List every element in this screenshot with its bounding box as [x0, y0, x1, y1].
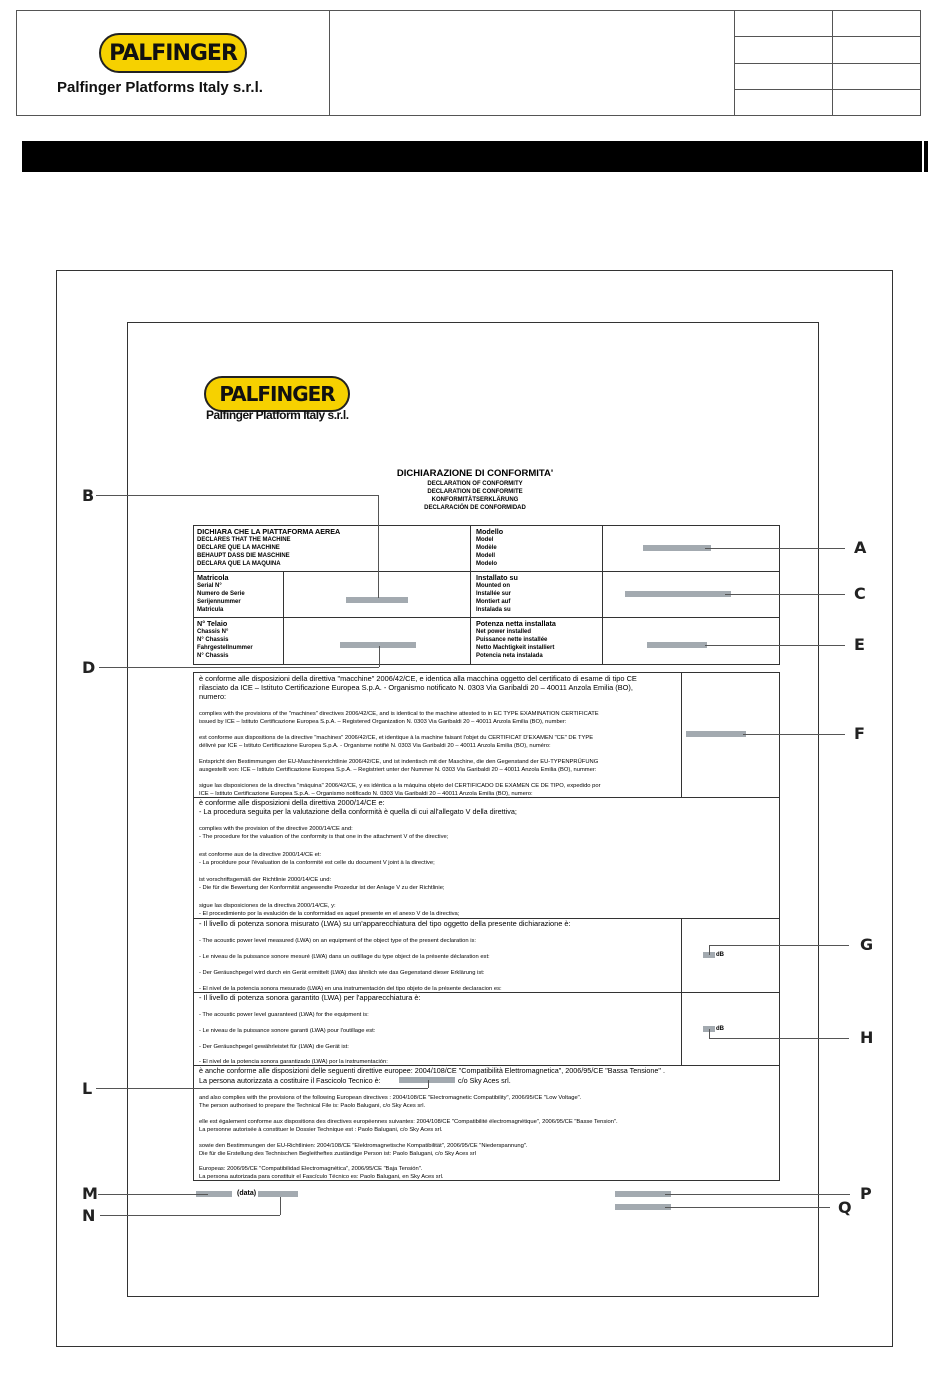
guaranteed-level-fr: - Le niveau de la puissance sonore garanti (LWA) pour l'outillage est: [199, 1028, 376, 1034]
date-label: (data) [237, 1190, 257, 1197]
mounted-label-translation: Mounted on [476, 583, 510, 589]
machine-directive-it: è conforme alle disposizioni della direttiva "macchine" 2006/42/CE, e identica alla macchina oggetto del certificato di esame di tipo CE [199, 674, 637, 683]
technical-file-person-it: La persona autorizzata a costituire il Fascicolo Tecnico è: [199, 1076, 381, 1085]
callout-a: A [854, 538, 867, 557]
machine-directive-fr: est conforme aux dispositions de la directive "machines" 2006/42/CE, et identique à la machine faisant l'objet du CERTIFICAT D'EXAMEN "CE" DE TYPE [199, 735, 594, 741]
mounted-label: Installato su [476, 573, 518, 582]
machine-label: DICHIARA CHE LA PIATTAFORMA AEREA [197, 527, 341, 536]
document-logo-text: PALFINGER [219, 382, 335, 406]
guaranteed-level-en: - The acoustic power level guaranteed (LWA) for the equipment is: [199, 1012, 369, 1018]
chassis-label-translation: Chassis N° [197, 629, 229, 635]
palfinger-logo-text: PALFINGER [109, 40, 237, 66]
mounted-label-translation: Instalada su [476, 607, 511, 613]
noise-directive-en: complies with the provision of the directive 2000/14/CE and: [199, 826, 353, 832]
serial-label-translation: Matricula [197, 607, 224, 613]
eu-directives-es: Europeas: 2006/95/CE "Compatibilidad Electromagnética", 2006/95/CE "Baja Tensión". [199, 1166, 423, 1172]
certificate-number-field [686, 731, 746, 737]
machine-directive-es: sigue las disposiciones de la directiva "máquina" 2006/42/CE, y es idéntica a la máquina objeto del CERTIFICADO DE EXAMEN CE DE TIPO, expedido por [199, 783, 601, 789]
eu-directives-en: and also complies with the provisions of the following European directives : 2004/108/CE "Electromagnetic Compatibility", 2006/95/CE "Low Voltage". [199, 1095, 582, 1101]
callout-d: D [82, 658, 96, 677]
header-logo-cell [17, 11, 330, 115]
model-label-translation: Modelo [476, 561, 497, 567]
title-translation: DECLARATION OF CONFORMITY [427, 481, 523, 487]
callout-l: L [82, 1079, 93, 1098]
chassis-label-translation: Fahrgestellnummer [197, 645, 253, 651]
measured-db-unit: dB [716, 952, 724, 958]
noise-directive-de: ist vorschriftsgemäß der Richtlinie 2000/14/CE und: [199, 877, 332, 883]
technical-file-person-en: The person authorised to prepare the Technical File is: Paolo Balugani, c/o Sky Aces srl. [199, 1103, 426, 1109]
palfinger-logo [99, 33, 247, 73]
chassis-field [340, 642, 416, 648]
machine-directive-de: Entspricht den Bestimmungen der EU-Maschinenrichtlinie 2006/42/CE, und ist indentisch mit der Maschine, die den Gegenstand der EU-TYPENPRÜFUNG [199, 759, 599, 765]
machine-directive-de: ausgestellt von: ICE – Istituto Certificazione Europea S.p.A. – Registriert unter der Nummer N. 0303 Via Garibaldi 20 – 40011 Anzola Emilia (BO), nummer: [199, 767, 597, 773]
noise-directive-fr: - La procédure pour l'évaluation de la conformité est celle du document V joint à la directive; [199, 860, 435, 866]
header-company-name: Palfinger Platforms Italy s.r.l. [57, 79, 263, 96]
model-label: Modello [476, 527, 504, 536]
noise-directive-it: - La procedura seguita per la valutazione della conformità è quella di cui all'allegato V della direttiva; [199, 807, 517, 816]
machine-label-translation: DECLARES THAT THE MACHINE [197, 537, 291, 543]
serial-label-translation: Serial N° [197, 583, 222, 589]
power-label-translation: Potencia neta instalada [476, 653, 543, 659]
callout-e: E [854, 635, 865, 654]
machine-directive-fr: délivré par ICE – Istituto Certificazione Europea S.p.A. - Organisme notifié N. 0303 Via Garibaldi 20 – 40011 Anzola Emilia (BO), numéro: [199, 743, 551, 749]
power-label-translation: Puissance nette installée [476, 637, 548, 643]
guaranteed-level-de: - Der Geräuschpegel gewährleistet für (LWA) die Gerät ist: [199, 1044, 349, 1050]
callout-h: H [860, 1028, 874, 1047]
guaranteed-level-it: - Il livello di potenza sonora garantito (LWA) per l'apparecchiatura è: [199, 993, 421, 1002]
power-field [647, 642, 707, 648]
callout-g: G [860, 935, 874, 954]
technical-file-person-fr: La personne autorisée à constituer le Dossier Technique est : Paolo Balugani, c/o Sky Aces srl. [199, 1127, 443, 1133]
machine-directive-it: rilasciato da ICE – Istituto Certificazione Europea S.p.A. - Organismo notificato N. 0303 Via Garibaldi 20 – 40011 Anzola Emilia (BO), [199, 683, 633, 692]
callout-q: Q [838, 1198, 852, 1217]
power-label-translation: Netto Machtigkeit installiert [476, 645, 555, 651]
model-label-translation: Modèle [476, 545, 497, 551]
chassis-label-translation: N° Chassis [197, 653, 229, 659]
machine-directive-en: issued by ICE – Istituto Certificazione Europea S.p.A. – Registered Organization N. 0303 Via Garibaldi 20 – 40011 Anzola Emilia (BO), number: [199, 719, 567, 725]
machine-label-translation: DECLARA QUE LA MAQUINA [197, 561, 281, 567]
power-label-translation: Net power installed [476, 629, 532, 635]
header-middle-cell [329, 11, 735, 115]
guaranteed-db-unit: dB [716, 1026, 724, 1032]
chassis-label-translation: N° Chassis [197, 637, 229, 643]
serial-label-translation: Numero de Serie [197, 591, 245, 597]
eu-directives-fr: elle est également conforme aux dispositions des directives européennes suivantes: 2004/108/CE "Compatibilité électromagnétique", 2006/95/CE "Basse Tension". [199, 1119, 618, 1125]
noise-directive-es: sigue las disposiciones de la directiva 2000/14/CE, y: [199, 903, 336, 909]
model-label-translation: Modell [476, 553, 495, 559]
measured-level-it: - Il livello di potenza sonora misurato (LWA) su un'apparecchiatura del tipo oggetto della presente dichiarazione è: [199, 919, 571, 928]
callout-m: M [82, 1184, 98, 1203]
chassis-label: N° Telaio [197, 619, 228, 628]
callout-n: N [82, 1206, 96, 1225]
noise-directive-de: - Die für die Bewertung der Konformität angewendte Prozedur ist der Anlage V zu der Richtlinie; [199, 885, 445, 891]
technical-file-person-field [399, 1077, 455, 1083]
signatory-name-field [615, 1191, 671, 1197]
technical-file-person-es: La persona autorizada para constituir el Fascículo Técnico es: Paolo Balugani, en Sky Aces srl. [199, 1174, 444, 1180]
callout-f: F [854, 724, 865, 743]
signatory-role-field [615, 1204, 671, 1210]
machine-directive-en: complies with the provisions of the "machines" directives 2006/42/CE, and is identical to the machine attested to in EC TYPE EXAMINATION CERTIFICATE [199, 711, 599, 717]
technical-file-person-de: Die für die Erstellung des Technischen Begleitheftes zuständige Person ist: Paolo Balugani, c/o Sky Aces srl [199, 1151, 477, 1157]
serial-field [346, 597, 408, 603]
measured-level-fr: - Le niveau de la puissance sonore mesuré (LWA) dans un outillage du type object de la présente déclaration est: [199, 954, 490, 960]
document-company-name: Palfinger Platform Italy s.r.l. [206, 408, 349, 422]
serial-label: Matricola [197, 573, 229, 582]
document-palfinger-logo [204, 376, 350, 412]
noise-directive-fr: est conforme aux de la directive 2000/14/CE et: [199, 852, 322, 858]
callout-b: B [82, 486, 95, 505]
mounted-on-field [625, 591, 731, 597]
callout-p: P [860, 1184, 872, 1203]
mounted-label-translation: Installée sur [476, 591, 512, 597]
measured-level-de: - Der Geräuschpegel wird durch ein Gerät ermittelt (LWA) das ähnlich wie das Gegenstand dieser Erklärung ist: [199, 970, 485, 976]
header-grid [734, 11, 920, 115]
machine-label-translation: BEHAUPT DASS DIE MASCHINE [197, 553, 290, 559]
section-title-bar [22, 141, 928, 172]
measured-level-es: - El nivel de la potencia sonora mesurado (LWA) en una instrumentación del tipo objeto de la présente declaracion es: [199, 986, 502, 992]
machine-directive-es: ICE – Istituto Certificazione Europea S.p.A. – Organismo notificado N. 0303 Via Garibaldi 20 – 40011 Anzola Emilia (BO), numero: [199, 791, 533, 797]
noise-directive-es: - El procedimiento por la evalución de la conformidad es aquel presente en el anexo V de la directiva; [199, 911, 460, 917]
measured-level-en: - The acoustic power level measured (LWA) on an equipment of the object type of the present declaration is: [199, 938, 477, 944]
callout-c: C [854, 584, 866, 603]
noise-directive-it: è conforme alle disposizioni della direttiva 2000/14/CE e: [199, 798, 385, 807]
date-field [258, 1191, 298, 1197]
eu-directives-de: sowie den Bestimmungen der EU-Richtlinien: 2004/108/CE "Elektromagnetische Kompatibilität", 2006/95/CE "Niederspannung". [199, 1143, 528, 1149]
document-title: DICHIARAZIONE DI CONFORMITA' [396, 468, 554, 479]
serial-label-translation: Serijennummer [197, 599, 241, 605]
noise-directive-en: - The procedure for the valuation of the conformity is that one in the attachment V of the directive; [199, 834, 449, 840]
mounted-label-translation: Montiert auf [476, 599, 511, 605]
technical-file-company-it: c/o Sky Aces srl. [458, 1076, 511, 1085]
model-label-translation: Model [476, 537, 494, 543]
machine-directive-it: numero: [199, 692, 227, 701]
power-label: Potenza netta installata [476, 619, 556, 628]
title-translation: KONFORMITÄTSERKLÄRUNG [431, 497, 519, 503]
model-field [643, 545, 711, 551]
title-translation: DECLARACIÓN DE CONFORMIDAD [424, 505, 526, 511]
guaranteed-level-es: - El nivel de la potencia sonora garantizado (LWA) por la instrumentación: [199, 1059, 388, 1065]
header-table [16, 10, 921, 116]
machine-label-translation: DECLARE QUE LA MACHINE [197, 545, 280, 551]
title-translation: DECLARATION DE CONFORMITE [427, 489, 523, 495]
eu-directives-it: è anche conforme alle disposizioni delle seguenti direttive europee: 2004/108/CE "Compatibilità Elettromagnetica", 2006/95/CE "Bassa Tensione" . [199, 1066, 665, 1075]
